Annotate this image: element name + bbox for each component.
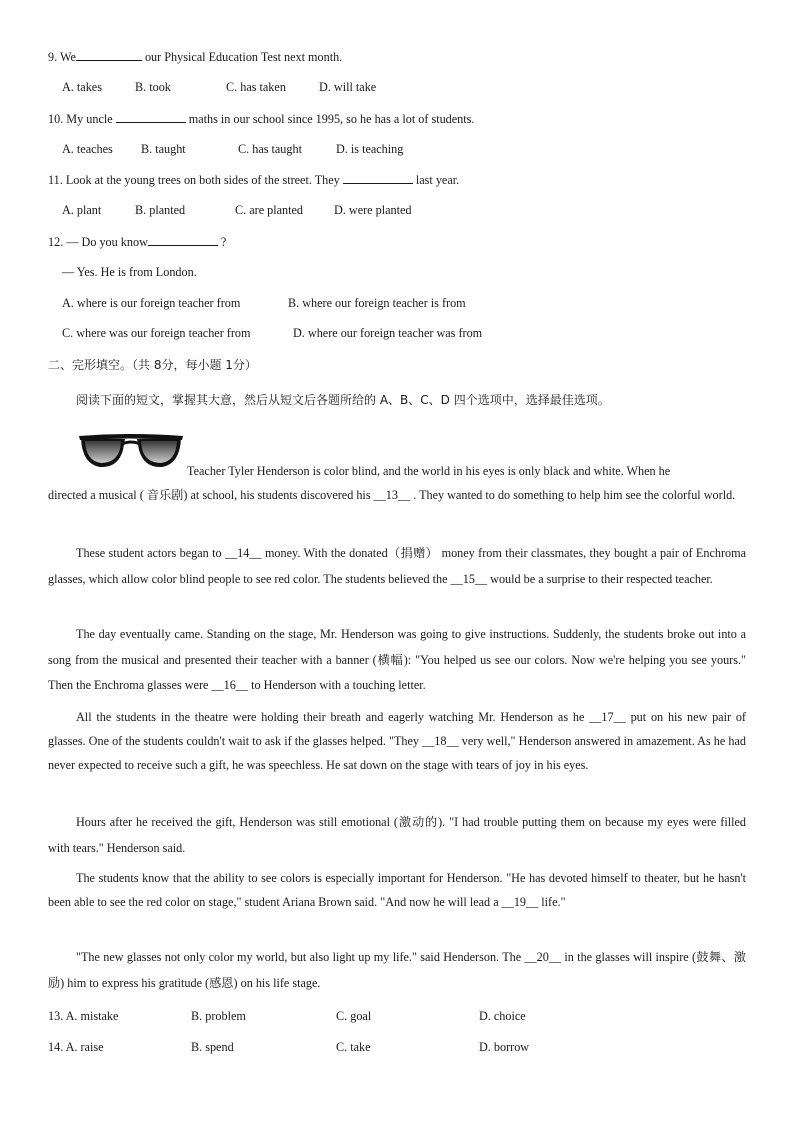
passage-paragraph-1 [48,483,746,509]
option-b: B. problem [191,1009,246,1023]
option-d: D. will take [319,80,377,94]
option-a: A. teaches [62,142,113,156]
answer-blank [76,48,142,61]
question-9-text-post: our Physical Education Test next month. [141,50,343,64]
option-c: C. has taught [238,142,302,156]
question-12-answer: — Yes. He is from London. [62,265,197,279]
question-10-text-pre: 10. My uncle [48,112,116,126]
option-a: A. plant [62,203,102,217]
option-a: A. takes [62,80,102,94]
question-11 [48,171,459,188]
option-c: C. take [336,1040,371,1054]
question-9-text-pre: 9. We [48,50,76,64]
question-11-text-pre: 11. Look at the young trees on both sides of the street. They [48,173,343,187]
passage-paragraph-5-text: Hours after he received the gift, Henderson was still emotional (激动的). "I had trouble putting them on because my eyes were filled with tears." Henderson said. [48,815,746,855]
section-instruction: 阅读下面的短文，掌握其大意，然后从短文后各题所给的 A、B、C、D 四个选项中，选择最佳选项。 [76,393,610,407]
passage-paragraph-1-first-line: Teacher Tyler Henderson is color blind, and the world in his eyes is only black and white. When he [187,464,671,478]
question-12-text-pre: 12. — Do you know [48,235,148,249]
option-b: B. taught [141,142,186,156]
option-d: D. were planted [334,203,412,217]
option-c: C. goal [336,1009,372,1023]
option-b: B. planted [135,203,186,217]
option-c: C. where was our foreign teacher from [62,326,251,340]
passage-paragraph-6 [48,866,746,914]
question-11-text-post: last year. [412,173,460,187]
question-10 [48,110,474,127]
passage-paragraph-5 [48,810,746,861]
section-heading: 二、完形填空。（共 8分，每小题 1分） [48,358,257,372]
passage-paragraph-2-text: These student actors began to __14__ money. With the donated（捐赠） money from their classmates, they bought a pair of Enchroma glasses, which allow color blind people to see red color. The students believed the __15__ would be a surprise to their respected teacher. [48,546,746,586]
option-a: A. where is our foreign teacher from [62,296,241,310]
passage-paragraph-7-text: "The new glasses not only color my world, but also light up my life." said Henderson. The __20__ in the glasses will inspire (鼓舞、激励) him to express his gratitude (感恩) on his life stage. [48,950,746,990]
option-a: 13. A. mistake [48,1009,119,1023]
passage-paragraph-3 [48,622,746,699]
question-9 [48,48,342,65]
option-c: C. has taken [226,80,286,94]
answer-blank [116,110,186,123]
option-d: D. where our foreign teacher was from [293,326,483,340]
answer-blank [343,171,413,184]
sunglasses-icon [78,430,184,472]
option-d: D. borrow [479,1040,530,1054]
question-12 [48,233,226,250]
passage-paragraph-3-text: The day eventually came. Standing on the stage, Mr. Henderson was going to give instructions. Suddenly, the students broke out into a song from the musical and presented their teacher with a banner (横幅): "You helped us see our colors. Now we're helping you see yours." Then the Enchroma glasses were __16__ to Henderson with a touching letter. [48,627,746,693]
option-b: B. where our foreign teacher is from [288,296,466,310]
passage-paragraph-6-text: The students know that the ability to see colors is especially important for Henderson. "He has devoted himself to theater, but he hasn't been able to see the red color on stage," student Ariana Brown said. "And now he will lead a __19__ life." [48,871,746,909]
passage-paragraph-4 [48,705,746,778]
passage-paragraph-2 [48,541,746,592]
option-b: B. took [135,80,171,94]
option-a: 14. A. raise [48,1040,104,1054]
question-10-text-post: maths in our school since 1995, so he has a lot of students. [185,112,475,126]
option-d: D. is teaching [336,142,404,156]
option-c: C. are planted [235,203,304,217]
passage-paragraph-4-text: All the students in the theatre were holding their breath and eagerly watching Mr. Henderson as he __17__ put on his new pair of glasses. One of the students couldn't wait to ask if the glasses helped. "They __18__ very well," Henderson answered in amazement. As he had never expected to receive such a gift, he was speechless. He sat down on the stage with tears of joy in his eyes. [48,710,746,773]
passage-paragraph-1-text: directed a musical ( 音乐剧) at school, his students discovered his __13__ . They wanted to do something to help him see the colorful world. [48,488,736,502]
option-d: D. choice [479,1009,526,1023]
option-b: B. spend [191,1040,234,1054]
passage-paragraph-7 [48,945,746,996]
question-12-text-post: ? [217,235,227,249]
answer-blank [148,233,218,246]
